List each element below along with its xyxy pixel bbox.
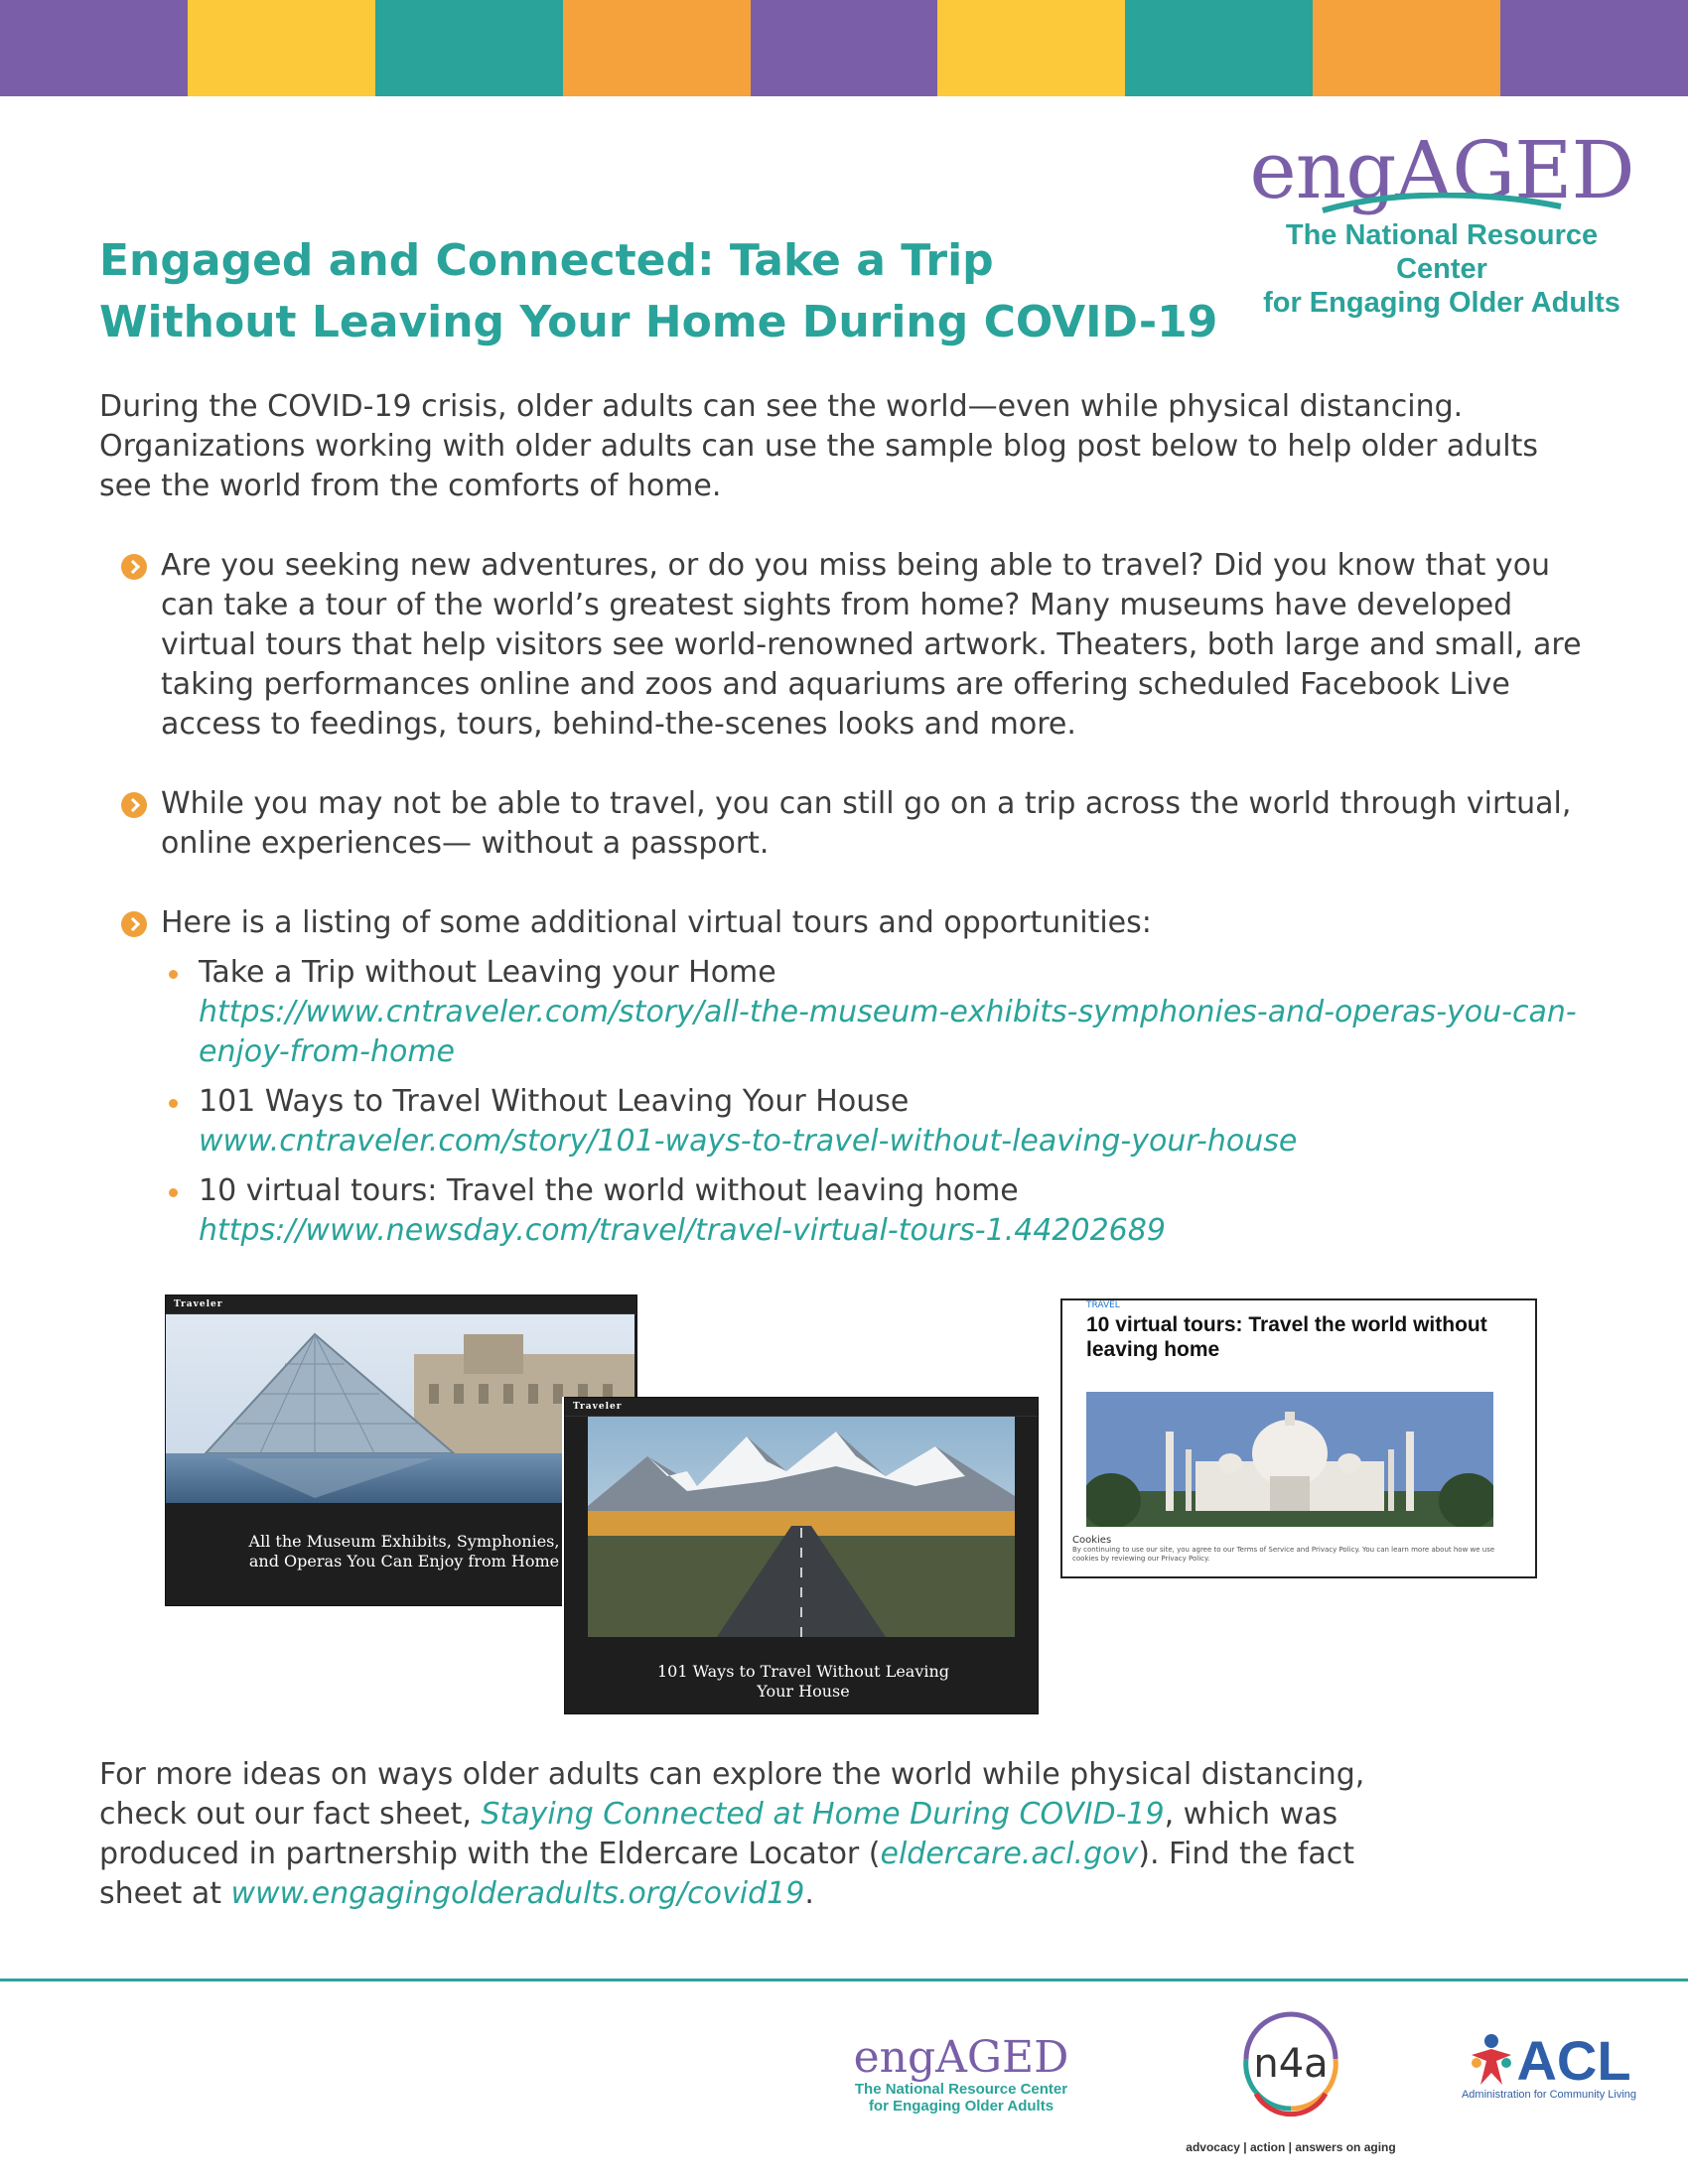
bullet-item xyxy=(121,903,1591,1251)
resource-title: 101 Ways to Travel Without Leaving Your House xyxy=(199,1084,910,1119)
news-kicker: TRAVEL xyxy=(1086,1300,1120,1310)
resource-item xyxy=(199,953,1591,1072)
screenshot-caption: All the Museum Exhibits, Symphonies, and Operas You Can Enjoy from Home xyxy=(248,1532,560,1570)
logo-wordmark: engAGED xyxy=(1249,124,1634,216)
footer-engaged-sub2: for Engaging Older Adults xyxy=(868,2098,1055,2115)
resource-item xyxy=(199,1171,1591,1251)
color-stripe xyxy=(375,0,563,96)
n4a-wordmark: n4a xyxy=(1253,2041,1329,2087)
screenshot-caption: 101 Ways to Travel Without Leaving Your House xyxy=(656,1662,950,1701)
bullet-text: While you may not be able to travel, you can still go on a trip across the world through virtual, online experiences— without a passport. xyxy=(161,786,1572,861)
bullet-text: Are you seeking new adventures, or do you miss being able to travel? Did you know that you can take a tour of the world’s greatest sights from home? Many museums have developed virtual tours that help visitors see world-renowned artwork. Theaters, both large and small, are taking performances online and zoos and aquariums are offering scheduled Facebook Live access to feedings, tours, behind-the-scenes looks and more. xyxy=(161,548,1582,742)
cookie-title: Cookies xyxy=(1072,1535,1112,1546)
color-stripe xyxy=(1313,0,1500,96)
bullet-text: Here is a listing of some additional virtual tours and opportunities: xyxy=(161,905,1152,940)
footer-engaged-sub1: The National Resource Center xyxy=(854,2081,1068,2098)
logo-subtitle-line1: The National Resource Center xyxy=(1285,219,1599,285)
page-title xyxy=(99,230,1251,353)
color-stripe xyxy=(1500,0,1688,96)
logo-subtitle-line2: for Engaging Older Adults xyxy=(1263,287,1620,319)
bullet-list xyxy=(121,546,1591,1261)
color-stripes xyxy=(0,0,1688,96)
resource-list xyxy=(161,953,1591,1251)
footer-acl-logo xyxy=(1450,2029,1648,2101)
screenshot-nav-bar xyxy=(166,1296,636,1314)
n4a-tagline: advocacy | action | answers on aging xyxy=(1186,2140,1396,2154)
resource-title: 10 virtual tours: Travel the world without leaving home xyxy=(199,1173,1019,1208)
outro-text: , which was produced in partnership with the Eldercare Locator ( xyxy=(99,1797,1338,1871)
footer-engaged-logo xyxy=(852,2032,1070,2115)
engaged-logo xyxy=(1243,124,1640,320)
cookie-notice xyxy=(1072,1535,1519,1564)
outro-text: . xyxy=(804,1876,814,1911)
resource-link[interactable]: https://www.cntraveler.com/story/all-the-museum-exhibits-symphonies-and-operas-you-can-enjoy-from-home xyxy=(199,995,1577,1069)
fact-sheet-link[interactable]: Staying Connected at Home During COVID-19 xyxy=(481,1797,1165,1832)
chevron-right-icon xyxy=(121,911,147,937)
footer-engaged-wordmark: engAGED xyxy=(853,2032,1069,2083)
color-stripe xyxy=(1125,0,1313,96)
taj-mahal-image xyxy=(1086,1392,1493,1527)
color-stripe xyxy=(937,0,1125,96)
title-line2: Without Leaving Your Home During COVID-19 xyxy=(99,297,1218,347)
acl-people-icon xyxy=(1467,2033,1516,2089)
footer-n4a-logo xyxy=(1172,1999,1410,2154)
color-stripe xyxy=(0,0,188,96)
outro-paragraph xyxy=(99,1755,1370,1914)
screenshot-nav-bar xyxy=(565,1398,1038,1417)
footer-divider xyxy=(0,1979,1688,1981)
site-link[interactable]: www.engagingolderadults.org/covid19 xyxy=(230,1876,805,1911)
resource-item xyxy=(199,1082,1591,1161)
chevron-right-icon xyxy=(121,792,147,818)
title-line1: Engaged and Connected: Take a Trip xyxy=(99,235,994,286)
color-stripe xyxy=(563,0,751,96)
acl-wordmark: ACL xyxy=(1516,2029,1631,2092)
screenshot-brand: Traveler xyxy=(573,1402,623,1412)
resource-title: Take a Trip without Leaving your Home xyxy=(199,955,776,990)
resource-link[interactable]: https://www.newsday.com/travel/travel-virtual-tours-1.44202689 xyxy=(199,1213,1166,1248)
screenshot-travel-article xyxy=(564,1397,1039,1714)
logo-subtitle xyxy=(1243,218,1640,320)
chevron-right-icon xyxy=(121,554,147,580)
color-stripe xyxy=(751,0,938,96)
mountain-road-image xyxy=(588,1417,1015,1637)
outro-text: For more ideas on ways older adults can explore the world while physical distancing, check out our fact sheet, xyxy=(99,1757,1365,1832)
bullet-item xyxy=(121,546,1591,745)
bullet-item xyxy=(121,784,1591,864)
screenshot-brand: Traveler xyxy=(174,1299,223,1309)
intro-paragraph: During the COVID-19 crisis, older adults can see the world—even while physical distancing. Organizations working with older adults can use the sample blog post below to help older adults see the world from the comforts of home. xyxy=(99,389,1539,503)
eldercare-link[interactable]: eldercare.acl.gov xyxy=(880,1837,1139,1871)
n4a-rings-icon xyxy=(1216,1999,1365,2138)
outro-text: ). Find the fact sheet at xyxy=(99,1837,1354,1911)
cookie-text: By continuing to use our site, you agree to our Terms of Service and Privacy Policy. You can learn more about how we use cookies by reviewing our Privacy Policy. xyxy=(1072,1546,1495,1563)
screenshot-newsday-article xyxy=(1060,1298,1537,1578)
resource-link[interactable]: www.cntraveler.com/story/101-ways-to-travel-without-leaving-your-house xyxy=(199,1124,1298,1159)
news-title: 10 virtual tours: Travel the world without leaving home xyxy=(1086,1313,1487,1361)
color-stripe xyxy=(188,0,375,96)
acl-tagline: Administration for Community Living xyxy=(1461,2089,1637,2101)
